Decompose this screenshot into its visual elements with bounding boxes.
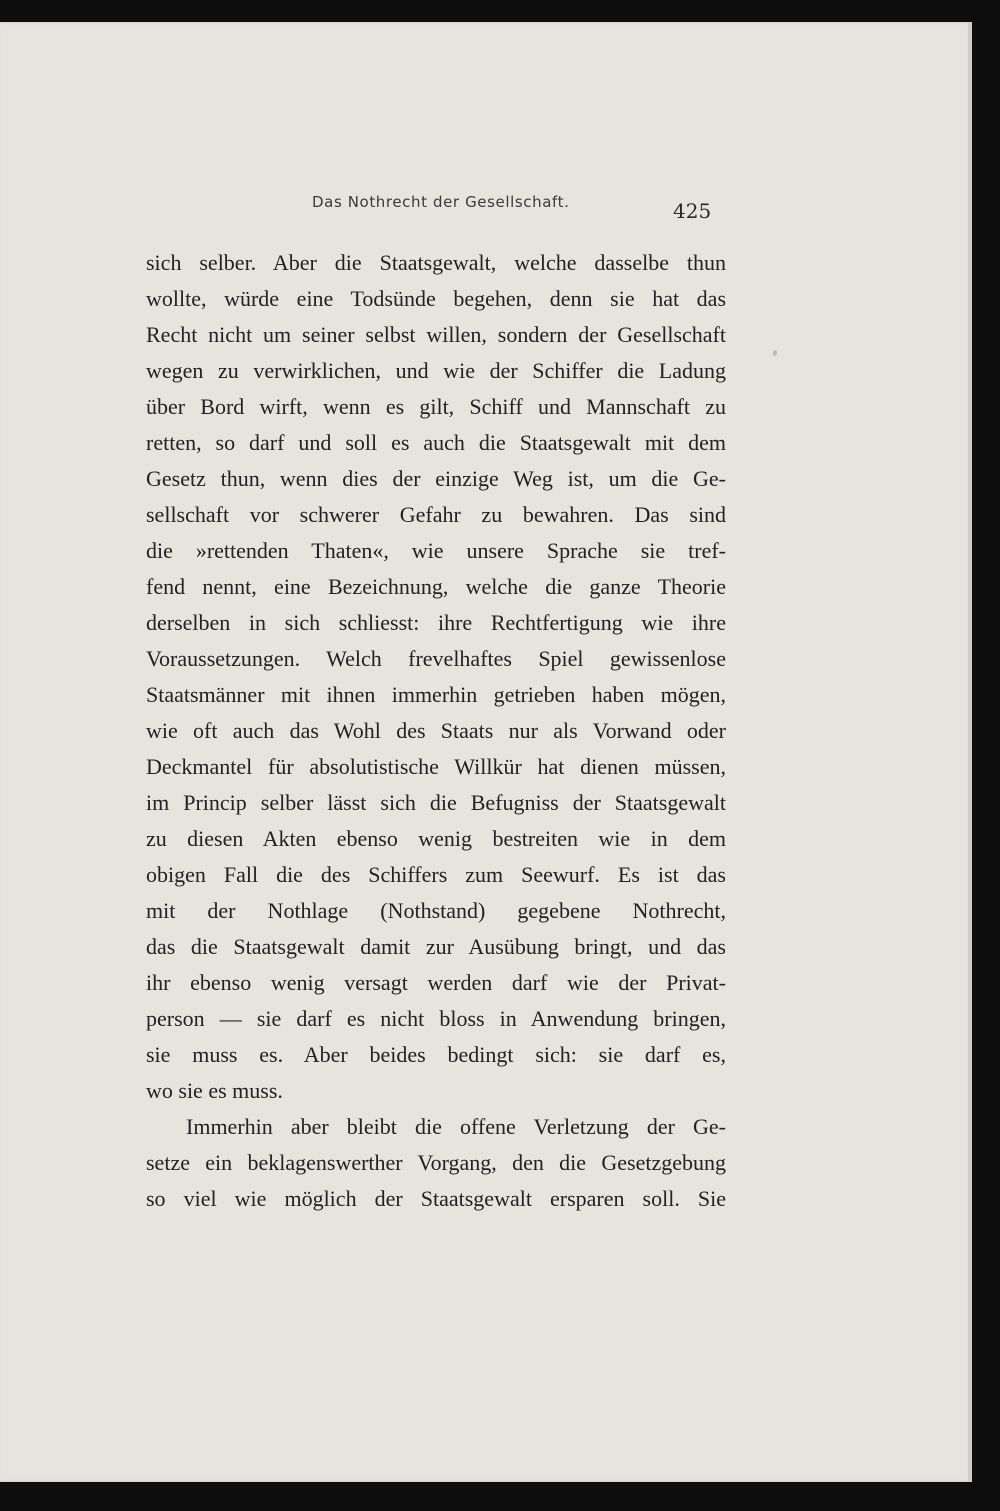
text-line: sie muss es. Aber beides bedingt sich: sie darf es, (146, 1042, 726, 1067)
text-line: das die Staatsgewalt damit zur Ausübung bringt, und das (146, 934, 726, 959)
text-line: fend nennt, eine Bezeichnung, welche die ganze Theorie (146, 574, 726, 599)
text-line: Recht nicht um seiner selbst willen, sondern der Gesellschaft (146, 322, 726, 347)
text-line: derselben in sich schliesst: ihre Rechtfertigung wie ihre (146, 610, 726, 635)
text-line: person — sie darf es nicht bloss in Anwendung bringen, (146, 1006, 726, 1031)
text-line: Immerhin aber bleibt die offene Verletzung der Ge- (186, 1114, 726, 1139)
page-number: 425 (673, 199, 712, 223)
text-line: über Bord wirft, wenn es gilt, Schiff und Mannschaft zu (146, 394, 726, 419)
text-line: die »rettenden Thaten«, wie unsere Sprache sie tref- (146, 538, 726, 563)
text-line: zu diesen Akten ebenso wenig bestreiten wie in dem (146, 826, 726, 851)
paper-speck (773, 350, 777, 356)
text-line: wo sie es muss. (146, 1078, 283, 1103)
page-edge (968, 22, 972, 1482)
text-line: wollte, würde eine Todsünde begehen, denn sie hat das (146, 286, 726, 311)
text-line: Voraussetzungen. Welch frevelhaftes Spiel gewissenlose (146, 646, 726, 671)
text-line: sich selber. Aber die Staatsgewalt, welche dasselbe thun (146, 250, 726, 275)
running-head: Das Nothrecht der Gesellschaft. (312, 193, 570, 211)
text-line: wie oft auch das Wohl des Staats nur als Vorwand oder (146, 718, 726, 743)
text-line: ihr ebenso wenig versagt werden darf wie der Privat- (146, 970, 726, 995)
text-line: so viel wie möglich der Staatsgewalt ersparen soll. Sie (146, 1186, 726, 1211)
text-line: retten, so darf und soll es auch die Staatsgewalt mit dem (146, 430, 726, 455)
text-line: Staatsmänner mit ihnen immerhin getrieben haben mögen, (146, 682, 726, 707)
text-line: Gesetz thun, wenn dies der einzige Weg ist, um die Ge- (146, 466, 726, 491)
text-line: mit der Nothlage (Nothstand) gegebene Nothrecht, (146, 898, 726, 923)
text-line: sellschaft vor schwerer Gefahr zu bewahren. Das sind (146, 502, 726, 527)
text-line: Deckmantel für absolutistische Willkür hat dienen müssen, (146, 754, 726, 779)
text-line: im Princip selber lässt sich die Befugniss der Staatsgewalt (146, 790, 726, 815)
text-line: obigen Fall die des Schiffers zum Seewurf. Es ist das (146, 862, 726, 887)
text-line: wegen zu verwirklichen, und wie der Schiffer die Ladung (146, 358, 726, 383)
text-line: setze ein beklagenswerther Vorgang, den die Gesetzgebung (146, 1150, 726, 1175)
